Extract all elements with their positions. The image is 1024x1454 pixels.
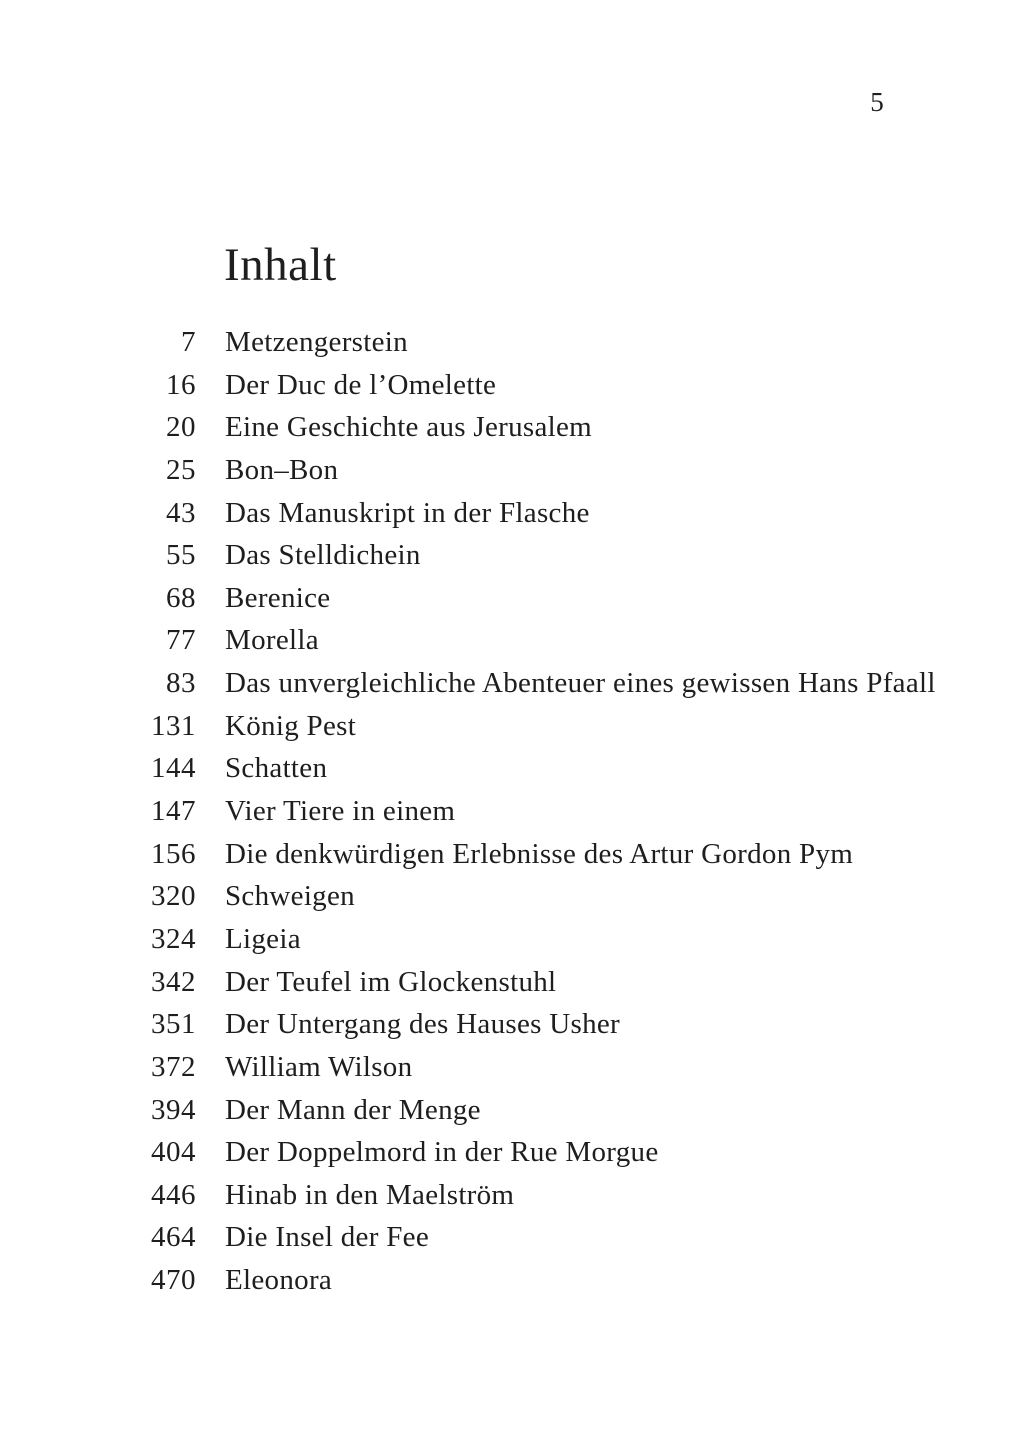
toc-entry-title: Hinab in den Maelström — [225, 1178, 515, 1211]
toc-entry-page-number: 144 — [151, 752, 196, 785]
toc-entry-page-number: 464 — [151, 1221, 196, 1254]
contents-heading: Inhalt — [224, 239, 337, 291]
toc-entry — [0, 492, 1024, 535]
toc-entry — [0, 747, 1024, 790]
toc-entry — [0, 705, 1024, 748]
toc-entry — [0, 577, 1024, 620]
toc-entry-title: Der Untergang des Hauses Usher — [225, 1008, 621, 1041]
toc-entry-title: Vier Tiere in einem — [225, 795, 456, 828]
toc-entry-title: Das unvergleichliche Abenteuer eines gewissen Hans Pfaall — [225, 667, 936, 700]
toc-entry-title: Schweigen — [225, 880, 355, 913]
toc-entry-page-number: 68 — [166, 581, 196, 614]
toc-entry-page-number: 16 — [166, 368, 196, 401]
toc-entry-page-number: 7 — [181, 326, 196, 358]
toc-entry-title: Metzengerstein — [225, 326, 408, 358]
toc-entry — [0, 833, 1024, 876]
toc-entry-page-number: 20 — [166, 411, 196, 444]
toc-entry-title: Das Stelldichein — [225, 539, 421, 572]
toc-entry-title: König Pest — [225, 709, 357, 742]
toc-entry — [0, 1003, 1024, 1046]
table-of-contents — [0, 321, 1024, 1302]
toc-entry-page-number: 320 — [151, 880, 196, 913]
toc-entry — [0, 961, 1024, 1004]
toc-entry — [0, 449, 1024, 492]
toc-entry-page-number: 351 — [151, 1008, 196, 1041]
toc-entry-title: Die Insel der Fee — [225, 1221, 429, 1254]
toc-entry-title: Das Manuskript in der Flasche — [225, 496, 590, 529]
toc-entry — [0, 406, 1024, 449]
toc-entry-page-number: 83 — [166, 667, 196, 700]
page-number: 5 — [870, 87, 884, 117]
toc-entry — [0, 321, 1024, 364]
toc-entry-page-number: 394 — [151, 1093, 196, 1126]
toc-entry — [0, 364, 1024, 407]
toc-entry — [0, 534, 1024, 577]
toc-entry-title: Der Duc de l’Omelette — [225, 368, 497, 401]
toc-entry-page-number: 77 — [166, 624, 196, 657]
toc-entry-page-number: 131 — [151, 709, 196, 742]
toc-entry-page-number: 342 — [151, 965, 196, 998]
toc-entry — [0, 662, 1024, 705]
toc-entry-page-number: 156 — [151, 837, 196, 870]
toc-entry-title: Der Doppelmord in der Rue Morgue — [225, 1136, 659, 1169]
toc-entry-page-number: 25 — [166, 453, 196, 486]
toc-entry-page-number: 446 — [151, 1178, 196, 1211]
toc-entry-page-number: 55 — [166, 539, 196, 572]
toc-entry-title: Der Mann der Menge — [225, 1093, 481, 1126]
toc-entry-page-number: 470 — [151, 1264, 196, 1297]
toc-entry — [0, 918, 1024, 961]
toc-entry-page-number: 43 — [166, 496, 196, 529]
toc-entry — [0, 1259, 1024, 1302]
toc-entry-page-number: 147 — [151, 795, 196, 828]
toc-entry-title: Morella — [225, 624, 319, 657]
toc-entry-title: Eleonora — [225, 1264, 333, 1297]
toc-entry — [0, 1131, 1024, 1174]
toc-entry-title: Bon–Bon — [225, 453, 339, 486]
toc-entry — [0, 1046, 1024, 1089]
toc-entry-title: Die denkwürdigen Erlebnisse des Artur Gordon Pym — [225, 837, 854, 870]
toc-entry-page-number: 404 — [151, 1136, 196, 1169]
toc-entry — [0, 875, 1024, 918]
toc-entry-page-number: 324 — [151, 922, 196, 955]
toc-entry — [0, 1089, 1024, 1132]
toc-entry-title: Ligeia — [225, 922, 301, 955]
toc-entry-title: Der Teufel im Glockenstuhl — [225, 965, 557, 998]
toc-entry — [0, 1216, 1024, 1259]
toc-entry-title: William Wilson — [225, 1050, 413, 1083]
toc-entry-title: Eine Geschichte aus Jerusalem — [225, 411, 593, 444]
toc-entry — [0, 619, 1024, 662]
toc-entry-title: Berenice — [225, 581, 331, 614]
toc-entry-title: Schatten — [225, 752, 328, 785]
toc-entry — [0, 790, 1024, 833]
toc-entry-page-number: 372 — [151, 1050, 196, 1083]
toc-entry — [0, 1174, 1024, 1217]
